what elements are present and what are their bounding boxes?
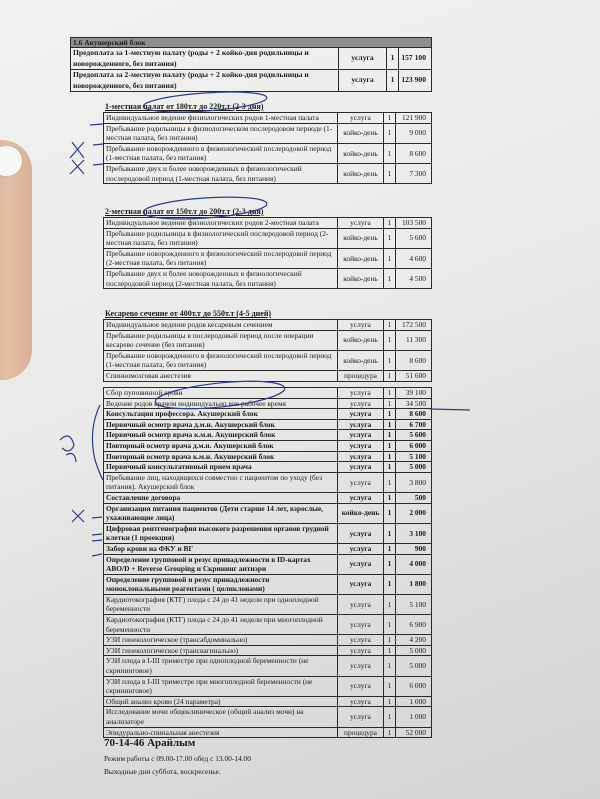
price: 3 800 — [396, 472, 432, 492]
unit: услуга — [338, 472, 384, 492]
quantity: 1 — [384, 398, 396, 409]
unit: услуга — [338, 398, 384, 409]
unit: услуга — [338, 320, 384, 331]
price: 900 — [396, 543, 432, 554]
price-row — [104, 113, 432, 124]
quantity: 1 — [387, 70, 399, 92]
section-title: 2-местная палат от 150т.т до 200т.т (2-3 дня) — [105, 207, 264, 216]
quantity: 1 — [384, 635, 396, 646]
quantity: 1 — [384, 492, 396, 503]
price: 4 600 — [396, 248, 432, 268]
unit: услуга — [338, 440, 384, 451]
quantity: 1 — [384, 696, 396, 707]
price: 5 000 — [396, 656, 432, 676]
unit: койко-день — [338, 163, 384, 183]
quantity: 1 — [384, 350, 396, 370]
quantity: 1 — [384, 320, 396, 331]
unit: койко-день — [338, 350, 384, 370]
prepayment-table — [70, 47, 432, 92]
price-row — [104, 656, 432, 676]
price-row — [104, 696, 432, 707]
price: 123 900 — [399, 70, 432, 92]
service-name: Повторный осмотр врача д.м.н. Акушерский блок — [104, 440, 338, 451]
service-name: Предоплата за 2-местную палату (роды + 2 койко-дня родильницы и новорожденного, без питания) — [71, 70, 339, 92]
quantity: 1 — [384, 330, 396, 350]
unit: услуга — [338, 543, 384, 554]
quantity: 1 — [384, 163, 396, 183]
service-name: Индивидуальное ведение родов кесаревым сечением — [104, 320, 338, 331]
quantity: 1 — [384, 440, 396, 451]
service-name: Цифровая рентгенография высокого разрешения органов грудной клетки (1 проекция) — [104, 523, 338, 543]
price-row — [104, 409, 432, 420]
unit: койко-день — [338, 503, 384, 523]
unit: услуга — [338, 409, 384, 420]
price-row — [104, 398, 432, 409]
service-name: Пребывание лиц, находящихся совместно с пациентом по уходу (без питания). Акушерский блок — [104, 472, 338, 492]
price: 6 000 — [396, 676, 432, 696]
price-row — [104, 594, 432, 614]
price: 1 800 — [396, 574, 432, 594]
quantity: 1 — [384, 113, 396, 124]
price: 6 900 — [396, 615, 432, 635]
unit: услуга — [338, 419, 384, 430]
unit: услуга — [338, 492, 384, 503]
service-name: Спинномозговая анестезия — [104, 370, 338, 381]
price-row — [104, 370, 432, 381]
service-name: УЗИ плода в I-III триместре при многоплодной беременности (не скрининговое) — [104, 676, 338, 696]
unit: услуга — [338, 462, 384, 473]
price-row — [104, 462, 432, 473]
header-price-block — [70, 37, 432, 92]
quantity: 1 — [384, 615, 396, 635]
caesarean-table — [103, 319, 432, 382]
service-name: Пребывание двух и более новорожденных в физиологический послеродовой период (1-местная палата, без питания) — [104, 163, 338, 183]
quantity: 1 — [384, 248, 396, 268]
price: 11 300 — [396, 330, 432, 350]
quantity: 1 — [384, 707, 396, 727]
quantity: 1 — [384, 472, 396, 492]
price-row — [104, 635, 432, 646]
service-name: УЗИ гинекологическое (трансабдоминально) — [104, 635, 338, 646]
unit: койко-день — [338, 268, 384, 288]
price-row — [104, 248, 432, 268]
price-row — [104, 388, 432, 399]
quantity: 1 — [387, 48, 399, 70]
price: 5 100 — [396, 451, 432, 462]
service-name: Первичный консультативный прием врача — [104, 462, 338, 473]
service-name: Пребывание родильницы в физиологическом послеродовом периоде (1-местная палата, без питания) — [104, 123, 338, 143]
unit: процедура — [338, 727, 384, 738]
price: 51 600 — [396, 370, 432, 381]
price-row — [104, 268, 432, 288]
ink-bracket — [92, 405, 103, 480]
service-name: Пребывание новорожденного в физиологический послеродовой период (1-местная палата, без питания) — [104, 143, 338, 163]
price-row — [104, 615, 432, 635]
price: 103 500 — [396, 218, 432, 229]
price-row — [104, 472, 432, 492]
single-room-table — [103, 112, 432, 184]
quantity: 1 — [384, 574, 396, 594]
quantity: 1 — [384, 228, 396, 248]
double-room-table — [103, 217, 432, 289]
service-name: Пребывание родильницы в послеродовый период после операции кесарево сечение (без питания) — [104, 330, 338, 350]
service-name: Повторный осмотр врача к.м.н. Акушерский блок — [104, 451, 338, 462]
services-table — [103, 387, 432, 738]
unit: услуга — [338, 554, 384, 574]
price-row — [104, 320, 432, 331]
price-row — [104, 440, 432, 451]
unit: процедура — [338, 370, 384, 381]
service-name: Пребывание новорожденного в физиологический послеродовой период (2-местная палата, без питания) — [104, 248, 338, 268]
price: 4 500 — [396, 268, 432, 288]
service-name: Пребывание двух и более новорожденных в физиологический послеродовой период (2-местная палата, без питания) — [104, 268, 338, 288]
working-hours: Режим работы с 09.00-17.00 обед с 13.00-14.00 — [104, 754, 251, 763]
service-name: Пребывание родильницы в физиологический послеродовой период (2-местная палата, без питания) — [104, 228, 338, 248]
price: 2 000 — [396, 503, 432, 523]
price-row — [104, 543, 432, 554]
unit: услуга — [338, 656, 384, 676]
quantity: 1 — [384, 676, 396, 696]
section-title: Кесарево сечение от 400т.т до 550т.т (4-5 дней) — [105, 309, 272, 318]
unit: койко-день — [338, 143, 384, 163]
service-name: Кардиотокография (КТГ) плода с 24 до 41 недели при одноплодной беременности — [104, 594, 338, 614]
price-row — [104, 574, 432, 594]
service-name: Предоплата за 1-местную палату (роды + 2 койко-дня родильницы и новорожденного, без питания) — [71, 48, 339, 70]
unit: услуга — [338, 218, 384, 229]
unit: койко-день — [338, 330, 384, 350]
quantity: 1 — [384, 388, 396, 399]
unit: койко-день — [338, 228, 384, 248]
service-name: Консультация профессора. Акушерский блок — [104, 409, 338, 420]
price: 1 000 — [396, 696, 432, 707]
service-name: Забор крови на ФКУ и ВГ — [104, 543, 338, 554]
service-name: Индивидуальное ведение физиологических родов 2-местная палата — [104, 218, 338, 229]
service-name: Исследование мочи общеклиническое (общий анализ мочи) на анализаторе — [104, 707, 338, 727]
price-row — [104, 163, 432, 183]
quantity: 1 — [384, 451, 396, 462]
price: 6 000 — [396, 440, 432, 451]
price-row — [104, 676, 432, 696]
service-name: Индивидуальное ведение физиологических родов 1-местная палата — [104, 113, 338, 124]
quantity: 1 — [384, 143, 396, 163]
price: 8 600 — [396, 143, 432, 163]
price-row — [104, 430, 432, 441]
quantity: 1 — [384, 370, 396, 381]
service-name: Первичный осмотр врача д.м.н. Акушерский блок — [104, 419, 338, 430]
quantity: 1 — [384, 503, 396, 523]
price: 5 000 — [396, 645, 432, 656]
unit: услуга — [338, 696, 384, 707]
service-name: Определение групповой и резус принадлежности в ID-картах ABO/D + Reverse Grouping и Скрининг антиэри — [104, 554, 338, 574]
quantity: 1 — [384, 727, 396, 738]
price-row — [104, 350, 432, 370]
service-name: УЗИ плода в I-III триместре при одноплодной беременности (не скрининговое) — [104, 656, 338, 676]
service-name: Определение групповой и резус принадлежности моноклональными реагентами ( цоликлонами) — [104, 574, 338, 594]
quantity: 1 — [384, 523, 396, 543]
price: 1 000 — [396, 707, 432, 727]
price: 4 000 — [396, 554, 432, 574]
price: 52 000 — [396, 727, 432, 738]
price-row — [104, 123, 432, 143]
quantity: 1 — [384, 218, 396, 229]
price: 172 500 — [396, 320, 432, 331]
service-name: Эпидурально-спинальная анестезия — [104, 727, 338, 738]
unit: услуга — [338, 645, 384, 656]
price-row — [104, 228, 432, 248]
quantity: 1 — [384, 409, 396, 420]
unit: услуга — [338, 635, 384, 646]
quantity: 1 — [384, 462, 396, 473]
unit: услуга — [339, 48, 387, 70]
unit: услуга — [338, 523, 384, 543]
quantity: 1 — [384, 430, 396, 441]
unit: услуга — [338, 615, 384, 635]
service-name: Кардиотокография (КТГ) плода с 24 до 41 недели при многоплодной беременности — [104, 615, 338, 635]
quantity: 1 — [384, 656, 396, 676]
price-row — [104, 707, 432, 727]
price: 7 300 — [396, 163, 432, 183]
service-name: Составление договора — [104, 492, 338, 503]
unit: услуга — [338, 430, 384, 441]
price-row — [104, 523, 432, 543]
price: 4 200 — [396, 635, 432, 646]
service-name: УЗИ гинекологическое (трансвагинально) — [104, 645, 338, 656]
unit: койко-день — [338, 248, 384, 268]
section-title: 1-местная палат от 180т.т до 220т.т (2-3 дня) — [105, 102, 264, 111]
quantity: 1 — [384, 543, 396, 554]
price: 39 100 — [396, 388, 432, 399]
price-row — [104, 330, 432, 350]
thumb-photo — [0, 140, 32, 380]
price: 3 100 — [396, 523, 432, 543]
contact-phone: 70-14-46 Арайлым — [104, 737, 196, 749]
unit: услуга — [338, 388, 384, 399]
price: 5 000 — [396, 462, 432, 473]
price-row — [104, 554, 432, 574]
price: 6 700 — [396, 419, 432, 430]
service-name: Первичный осмотр врача к.м.н. Акушерский блок — [104, 430, 338, 441]
section-header-bar: 1.6 Акушерский блок — [70, 37, 432, 47]
price: 121 900 — [396, 113, 432, 124]
price-row — [104, 218, 432, 229]
price-row — [104, 451, 432, 462]
price: 5 600 — [396, 430, 432, 441]
quantity: 1 — [384, 645, 396, 656]
unit: услуга — [338, 594, 384, 614]
unit: услуга — [338, 113, 384, 124]
quantity: 1 — [384, 268, 396, 288]
price-row — [71, 70, 432, 92]
unit: услуга — [338, 676, 384, 696]
price: 500 — [396, 492, 432, 503]
price-row — [104, 143, 432, 163]
ink-x-mark — [70, 142, 84, 522]
service-name: Организация питания пациентов (Дети старше 14 лет, взрослые, ухаживающие лица) — [104, 503, 338, 523]
price-row — [104, 645, 432, 656]
quantity: 1 — [384, 419, 396, 430]
unit: услуга — [338, 707, 384, 727]
price: 9 000 — [396, 123, 432, 143]
price: 34 500 — [396, 398, 432, 409]
price-row — [104, 419, 432, 430]
price: 5 100 — [396, 594, 432, 614]
service-name: Сбор пуповинной крови — [104, 388, 338, 399]
unit: услуга — [338, 574, 384, 594]
quantity: 1 — [384, 554, 396, 574]
price-row — [104, 492, 432, 503]
price-row — [104, 503, 432, 523]
unit: койко-день — [338, 123, 384, 143]
service-name: Общий анализ крови (24 параметра) — [104, 696, 338, 707]
unit: услуга — [338, 451, 384, 462]
price: 5 600 — [396, 228, 432, 248]
price: 157 100 — [399, 48, 432, 70]
ink-scribble — [60, 436, 76, 462]
service-name: Пребывание новорожденного в физиологический послеродовой период (1-местная палата, без питания) — [104, 350, 338, 370]
days-off: Выходные дни суббота, воскресенье. — [104, 767, 221, 776]
price: 8 600 — [396, 350, 432, 370]
quantity: 1 — [384, 123, 396, 143]
quantity: 1 — [384, 594, 396, 614]
unit: услуга — [339, 70, 387, 92]
price-row — [71, 48, 432, 70]
price: 8 600 — [396, 409, 432, 420]
service-name: Ведение родов врачом индивидуально вне рабочее время — [104, 398, 338, 409]
